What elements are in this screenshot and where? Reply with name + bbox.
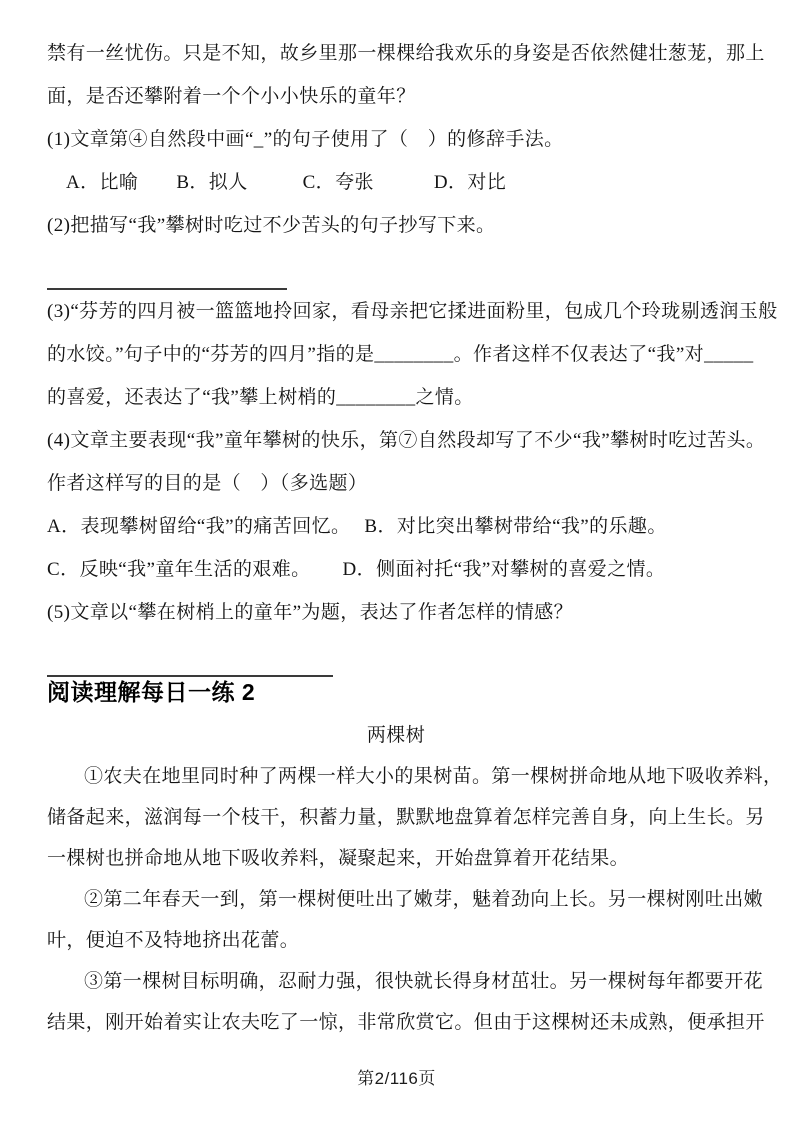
paragraph-2-line-2: 叶，便迫不及特地挤出花蕾。: [47, 930, 300, 951]
question-1-option-a: A．比喻: [66, 172, 139, 193]
question-1-option-c: C．夸张: [302, 172, 374, 193]
question-4-options-cd: [47, 548, 745, 591]
paragraph-1-line-1: ①农夫在地里同时种了两棵一样大小的果树苗。第一棵树拼命地从地下吸收养料，: [84, 766, 783, 787]
question-5-answer-slot: [47, 634, 745, 677]
question-3-line-2: 的水饺。”句子中的“芬芳的四月”指的是________。作者这样不仅表达了“我”对_____: [47, 344, 754, 365]
question-4-option-c: C．反映“我”童年生活的艰难。: [47, 559, 311, 580]
paragraph-1-line-2: 储备起来，滋润每一个枝干，积蓄力量，默默地盘算着怎样完善自身，向上生长。另: [47, 807, 765, 828]
question-1-option-d: D．对比: [433, 172, 507, 193]
paragraph-1-line-3: 一棵树也拼命地从地下吸收养料，凝聚起来，开始盘算着开花结果。: [47, 848, 630, 869]
question-4-option-b: B．对比突出攀树带给“我”的乐趣。: [364, 516, 667, 537]
section-heading: 阅读理解每日一练 2: [47, 679, 256, 705]
question-4-option-d: D．侧面衬托“我”对攀树的喜爱之情。: [342, 559, 666, 580]
answer-blank-line: [47, 256, 287, 290]
question-3-line-1: (3)“芬芳的四月被一篮篮地拎回家，看母亲把它揉进面粉里，包成几个玲珑剔透润玉般: [47, 301, 778, 322]
question-1-option-b: B．拟人: [176, 172, 248, 193]
question-1-options: [47, 161, 745, 204]
page-number: 第2/116页: [357, 1069, 436, 1088]
passage-title: 两棵树: [366, 725, 426, 746]
question-2-answer-slot: [47, 247, 745, 290]
passage-tail-line-1: 禁有一丝忧伤。只是不知，故乡里那一棵棵给我欢乐的身姿是否依然健壮葱茏，那上: [47, 43, 765, 64]
paragraph-2-line-1: ②第二年春天一到，第一棵树便吐出了嫩芽，魅着劲向上长。另一棵树刚吐出嫩: [84, 889, 764, 910]
question-4-line-1: (4)文章主要表现“我”童年攀树的快乐，第⑦自然段却写了不少“我”攀树时吃过苦头。: [47, 430, 766, 451]
question-1-text: (1)文章第④自然段中画“_”的句子使用了（ ）的修辞手法。: [47, 129, 564, 150]
question-2-text: (2)把描写“我”攀树时吃过不少苦头的句子抄写下来。: [47, 215, 496, 236]
paragraph-3-line-1: ③第一棵树目标明确，忍耐力强，很快就长得身材茁壮。另一棵树每年都要开花: [84, 971, 764, 992]
passage-tail-line-2: 面，是否还攀附着一个个小小快乐的童年？: [47, 86, 416, 107]
question-4-line-2: 作者这样写的目的是（ ）（多选题）: [47, 473, 368, 494]
question-4-options-ab: [47, 505, 745, 548]
paragraph-3-line-2: 结果，刚开始着实让农夫吃了一惊，非常欣赏它。但由于这棵树还未成熟，便承担开: [47, 1012, 765, 1033]
answer-blank-line: [47, 643, 333, 677]
question-5-text: (5)文章以“攀在树梢上的童年”为题，表达了作者怎样的情感？: [47, 602, 574, 623]
question-3-line-3: 的喜爱，还表达了“我”攀上树梢的________之情。: [47, 387, 474, 408]
question-4-option-a: A．表现攀树留给“我”的痛苦回忆。: [47, 516, 351, 537]
